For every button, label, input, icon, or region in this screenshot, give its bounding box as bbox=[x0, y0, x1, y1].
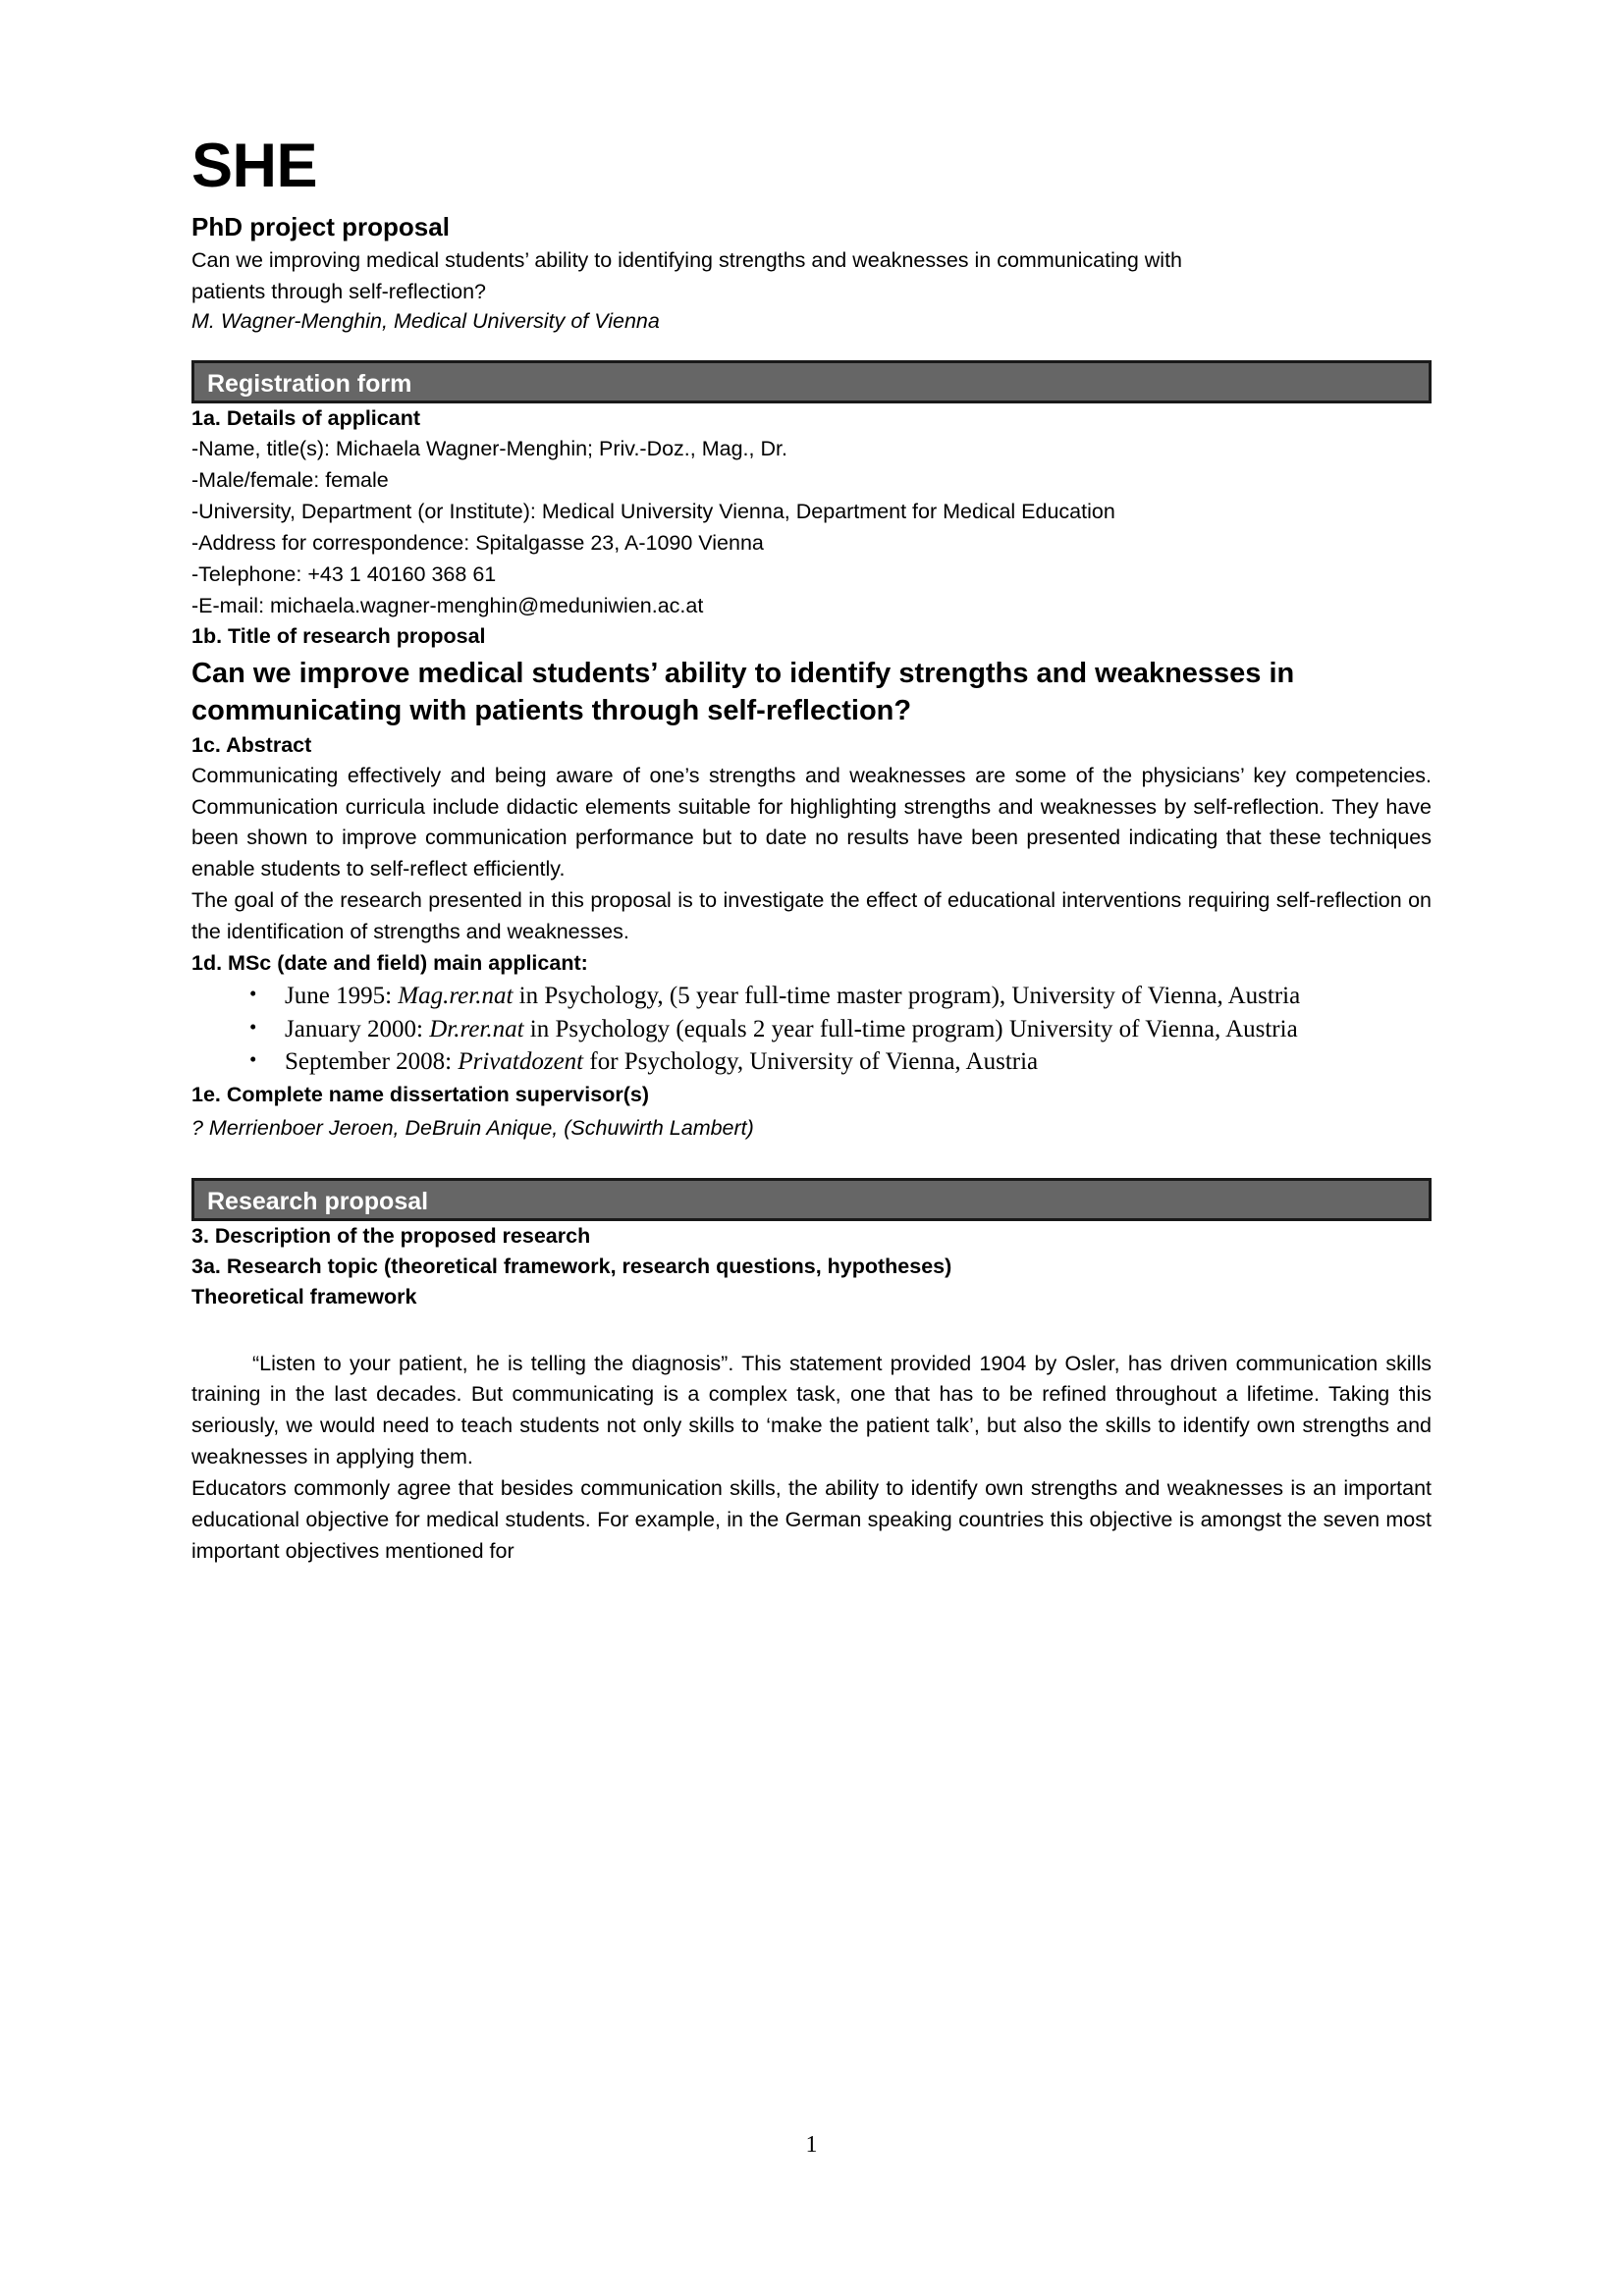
heading-theoretical-framework: Theoretical framework bbox=[191, 1285, 417, 1309]
heading-1c: 1c. Abstract bbox=[191, 732, 312, 757]
degree-emphasis-1: Dr.rer.nat bbox=[429, 1015, 524, 1042]
banner-registration-form: Registration form bbox=[191, 360, 1432, 403]
heading-1b: 1b. Title of research proposal bbox=[191, 624, 486, 649]
degree-suffix-1: in Psychology (equals 2 year full-time program) University of Vienna, Austria bbox=[523, 1015, 1298, 1042]
abstract-paragraph-2: The goal of the research presented in this proposal is to investigate the effect of educational interventions requiring self-reflection on the identification of strengths and weaknesses. bbox=[191, 888, 1432, 943]
applicant-detail-telephone: -Telephone: +43 1 40160 368 61 bbox=[191, 561, 497, 586]
applicant-detail-university: -University, Department (or Institute): Medical University Vienna, Department for Medical Education bbox=[191, 500, 1115, 524]
heading-3a: 3a. Research topic (theoretical framework, research questions, hypotheses) bbox=[191, 1255, 952, 1279]
msc-degree-list bbox=[191, 981, 1432, 1079]
degree-prefix-1: January 2000: bbox=[285, 1015, 430, 1042]
applicant-detail-gender: -Male/female: female bbox=[191, 468, 389, 493]
heading-1a: 1a. Details of applicant bbox=[191, 406, 420, 431]
heading-1d: 1d. MSc (date and field) main applicant: bbox=[191, 950, 588, 975]
heading-3: 3. Description of the proposed research bbox=[191, 1224, 591, 1249]
research-proposal-title: Can we improve medical students’ ability to identify strengths and weaknesses in communicating with patients through self-reflection? bbox=[191, 657, 1295, 727]
abstract-paragraph-1: Communicating effectively and being aware of one’s strengths and weaknesses are some of the physicians’ key competencies. Communication curricula include didactic elements suitable for highlighting strengths and weaknesses by self-reflection. They have been shown to improve communication performance but to date no results have been presented indicating that these techniques enable students to self-reflect efficiently. bbox=[191, 763, 1432, 881]
applicant-detail-address: -Address for correspondence: Spitalgasse 23, A-1090 Vienna bbox=[191, 530, 764, 555]
framework-paragraph-1: “Listen to your patient, he is telling the diagnosis”. This statement provided 1904 by Osler, has driven communication skills training in the last decades. But communicating is a complex task, one that has to be refined throughout a lifetime. Taking this seriously, we would need to teach students not only skills to ‘make the patient talk’, but also the skills to identify own strengths and weaknesses in applying them. bbox=[191, 1351, 1432, 1469]
degree-prefix-2: September 2008: bbox=[285, 1048, 459, 1076]
applicant-detail-email: -E-mail: michaela.wagner-menghin@meduniwien.ac.at bbox=[191, 593, 704, 617]
document-subtitle: PhD project proposal bbox=[191, 212, 450, 241]
page-content bbox=[191, 0, 1432, 1567]
banner-research-proposal: Research proposal bbox=[191, 1178, 1432, 1221]
framework-paragraph-2: Educators commonly agree that besides communication skills, the ability to identify own strengths and weaknesses is an important educational objective for medical students. For example, in the German speaking countries this objective is amongst the seven most important objectives mentioned for bbox=[191, 1475, 1432, 1563]
list-item bbox=[285, 981, 1432, 1013]
applicant-detail-name: -Name, title(s): Michaela Wagner-Menghin; Priv.-Doz., Mag., Dr. bbox=[191, 437, 787, 461]
degree-suffix-0: in Psychology, (5 year full-time master program), University of Vienna, Austria bbox=[513, 982, 1301, 1009]
degree-emphasis-2: Privatdozent bbox=[458, 1048, 584, 1076]
document-description-line-1: Can we improving medical students’ ability to identifying strengths and weaknesses in communicating with bbox=[191, 248, 1183, 273]
degree-suffix-2: for Psychology, University of Vienna, Austria bbox=[583, 1048, 1039, 1076]
page-number: 1 bbox=[805, 2132, 818, 2158]
degree-prefix-0: June 1995: bbox=[285, 982, 399, 1009]
degree-emphasis-0: Mag.rer.nat bbox=[398, 982, 514, 1009]
document-description-line-2: patients through self-reflection? bbox=[191, 280, 486, 304]
list-item bbox=[285, 1046, 1432, 1079]
supervisors-list: ? Merrienboer Jeroen, DeBruin Anique, (Schuwirth Lambert) bbox=[191, 1116, 754, 1141]
document-author: M. Wagner-Menghin, Medical University of Vienna bbox=[191, 309, 660, 334]
list-item bbox=[285, 1014, 1432, 1046]
heading-1e: 1e. Complete name dissertation supervisor(s) bbox=[191, 1083, 649, 1107]
she-logo: SHE bbox=[191, 132, 318, 200]
